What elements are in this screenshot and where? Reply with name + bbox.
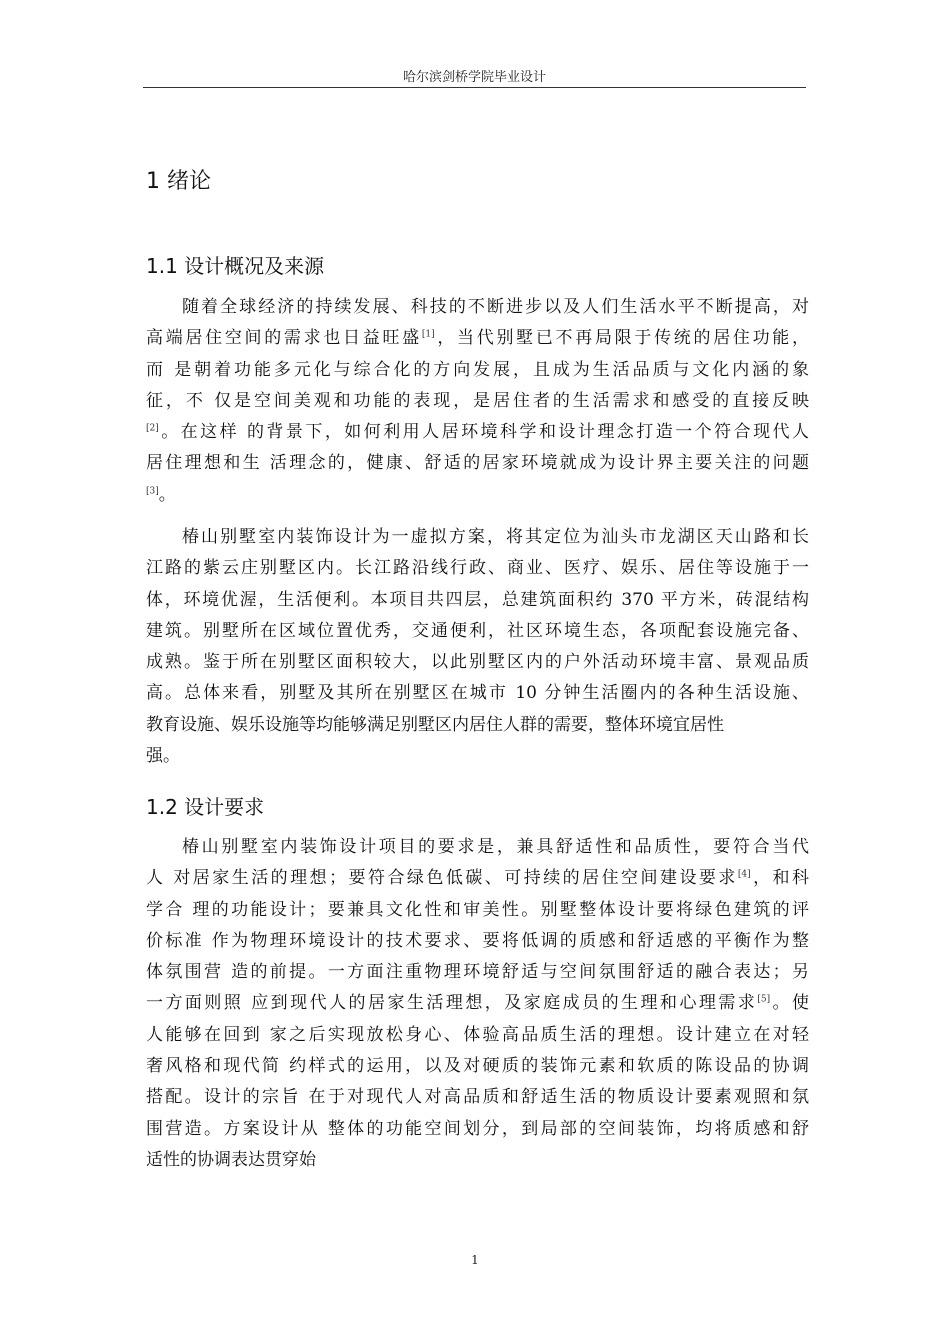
paragraph-line: 奢风格和现代简 约样式的运用，以及对硬质的装饰元素和软质的陈设品的协调 [146,1056,809,1077]
paragraph-line: 人 对居家生活的理想；要符合绿色低碳、可持续的居住空间建设要求[4]，和科 [146,868,810,889]
citation-ref: [5] [757,994,771,1005]
paragraph-line: 江路的紫云庄别墅区内。长江路沿线行政、商业、医疗、娱乐、居住等设施于一 [146,558,809,579]
paragraph-line: 随着全球经济的持续发展、科技的不断进步以及人们生活水平不断提高，对 [182,297,809,317]
paragraph-line: 建筑。别墅所在区域位置优秀，交通便利，社区环境生态，各项配套设施完备、 [146,620,809,641]
paragraph-line: 高。总体来看，别墅及其所在别墅区在城市 10 分钟生活圈内的各种生活设施、 [146,683,809,704]
paragraph-line: 搭配。设计的宗旨 在于对现代人对高品质和舒适生活的物质设计要素观照和氛 [146,1087,809,1108]
paragraph-line: 强。 [146,746,180,767]
page-number: 1 [471,1253,479,1267]
chapter-title: 1 绪论 [146,169,211,194]
paragraph-line: 征，不 仅是空间美观和功能的表现，是居住者的生活需求和感受的直接反映 [146,390,809,411]
paragraph-line: 围营造。方案设计从 整体的功能空间划分，到局部的空间装饰，均将质感和舒 [146,1118,809,1139]
paragraph-line: 体，环境优渥，生活便利。本项目共四层，总建筑面积约 370 平方米，砖混结构 [146,589,809,610]
paragraph-line: [3]。 [146,484,176,505]
paragraph-line: 椿山别墅室内装饰设计项目的要求是，兼具舒适性和品质性，要符合当代 [182,837,809,857]
paragraph-line: 教育设施、娱乐设施等均能够满足别墅区内居住人群的需要，整体环境宜居性 [146,714,724,735]
running-header: 哈尔滨剑桥学院毕业设计 [402,70,546,85]
paragraph-line: [2]。在这样 的背景下，如何利用人居环境科学和设计理念打造一个符合现代人 [146,422,809,443]
paragraph-line: 居住理想和生 活理念的，健康、舒适的居家环境就成为设计界主要关注的问题 [146,453,809,474]
paragraph-line: 椿山别墅室内装饰设计为一虚拟方案，将其定位为汕头市龙湖区天山路和长 [182,527,809,547]
paragraph-line: 而 是朝着功能多元化与综合化的方向发展，且成为生活品质与文化内涵的象 [146,359,809,380]
citation-ref: [3] [146,486,159,497]
paragraph-3 [146,832,809,1176]
section-title-1-2: 1.2 设计要求 [146,795,265,819]
paragraph-line: 人能够在回到 家之后实现放松身心、体验高品质生活的理想。设计建立在对轻 [146,1024,809,1045]
paragraph-1 [146,292,809,511]
paragraph-line: 体氛围营 造的前提。一方面注重物理环境舒适与空间氛围舒适的融合表达；另 [146,962,809,983]
citation-ref: [1] [421,329,435,340]
paragraph-line: 适性的协调表达贯穿始 [146,1149,316,1170]
paragraph-line: 成熟。鉴于所在别墅区面积较大，以此别墅区内的户外活动环境丰富、景观品质 [146,652,809,673]
section-title-1-1: 1.1 设计概况及来源 [146,254,325,278]
citation-ref: [4] [737,869,751,880]
header-rule [143,87,806,88]
citation-ref: [2] [146,423,159,434]
paragraph-line: 高端居住空间的需求也日益旺盛[1]，当代别墅已不再局限于传统的居住功能， [146,328,810,349]
paragraph-line: 价标准 作为物理环境设计的技术要求、要将低调的质感和舒适感的平衡作为整 [146,930,809,951]
paragraph-line: 一方面则照 应到现代人的居家生活理想，及家庭成员的生理和心理需求[5]。使 [146,993,810,1014]
paragraph-2 [146,522,809,772]
paragraph-line: 学合 理的功能设计；要兼具文化性和审美性。别墅整体设计要将绿色建筑的评 [146,899,809,920]
